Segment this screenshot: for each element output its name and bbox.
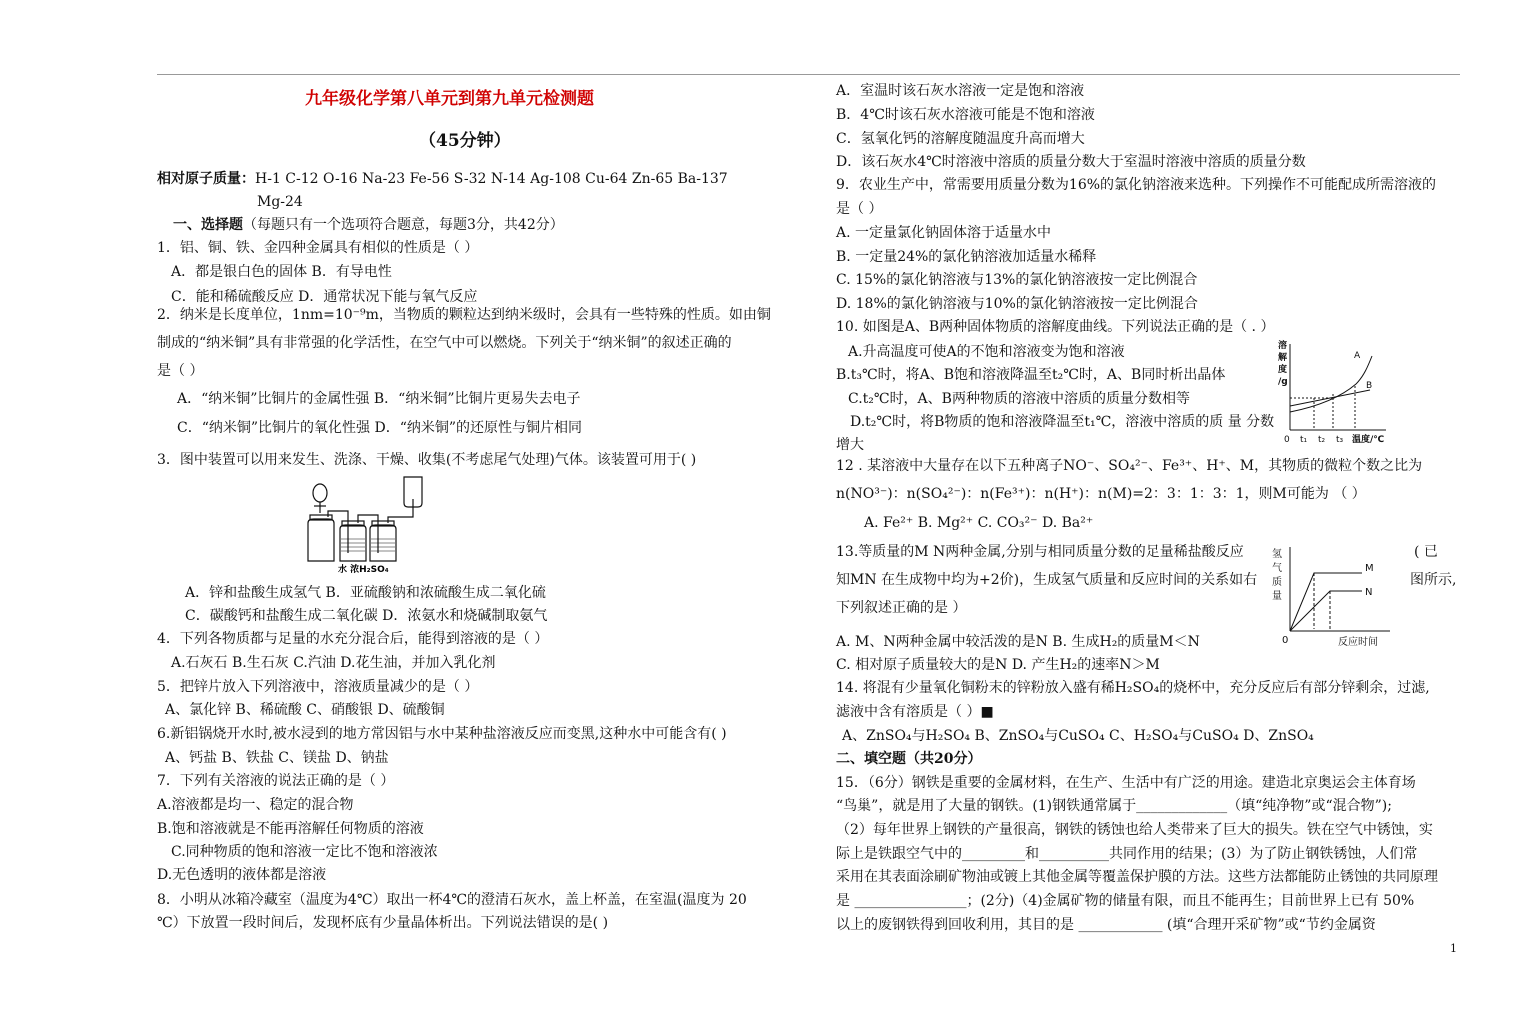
section-2-heading: 二、填空题（共20分） [836, 751, 982, 767]
hydrogen-mass-figure [1268, 543, 1398, 651]
option-line: A、氯化锌 B、稀硫酸 C、硝酸银 D、硫酸铜 [165, 702, 445, 718]
question-line: 15．（6分）钢铁是重要的金属材料，在生产、生活中有广泛的用途。建造北京奥运会主体育场 [836, 775, 1416, 791]
top-rule [157, 74, 1460, 75]
question-line: 际上是铁跟空气中的_________和__________共同作用的结果；(3）为了防止钢铁锈蚀，人们常 [836, 846, 1418, 862]
option-line: C.t₂℃时，A、B两种物质的溶液中溶质的质量分数相等 [848, 391, 1190, 407]
question-line: n(NO³⁻)：n(SO₄²⁻)：n(Fe³⁺)：n(H⁺)：n(M)=2：3：1：3：1，则M可能为 （ ） [836, 486, 1366, 502]
option-line: A．室温时该石灰水溶液一定是饱和溶液 [836, 83, 1085, 99]
option-line: A.升高温度可使A的不饱和溶液变为饱和溶液 [848, 344, 1125, 360]
apparatus-label: 水 浓H₂SO₄ [338, 565, 389, 575]
option-line: C. 相对原子质量较大的是N D. 产生H₂的速率N＞M [836, 657, 1160, 673]
question-line: 是（ ） [836, 201, 883, 217]
fig10-origin: 0 [1284, 435, 1290, 445]
atomic-mass-values: H-1 C-12 O-16 Na-23 Fe-56 S-32 N-14 Ag-108 Cu-64 Zn-65 Ba-137 [255, 171, 728, 187]
option-line: A．锌和盐酸生成氢气 B．亚硫酸钠和浓硫酸生成二氧化硫 [185, 585, 546, 601]
fig10-y-label: 解 [1278, 353, 1288, 363]
question-line: 图所示, [1410, 572, 1457, 588]
question-line: 1．铝、铜、铁、金四种金属具有相似的性质是（ ） [157, 240, 479, 256]
fig13-y-label: 气 [1272, 563, 1282, 574]
apparatus-figure [302, 473, 427, 575]
option-line: C．碳酸钙和盐酸生成二氧化碳 D．浓氨水和烧碱制取氨气 [185, 608, 548, 624]
option-line: C. 15%的氯化钠溶液与13%的氯化钠溶液按一定比例混合 [836, 272, 1198, 288]
option-line: A．都是银白色的固体 B．有导电性 [171, 264, 392, 280]
question-line: 12 . 某溶液中大量存在以下五种离子NO⁻、SO₄²⁻、Fe³⁺、H⁺、M，其物质的微粒个数之比为 [836, 458, 1423, 474]
fig13-y-label: 氢 [1272, 549, 1282, 560]
option-line: C．氢氧化钙的溶解度随温度升高而增大 [836, 131, 1085, 147]
question-line: 2．纳米是长度单位，1nm=10⁻⁹m，当物质的颗粒达到纳米级时，会具有一些特殊的性质。如由铜 [157, 307, 771, 323]
section-1-note: （每题只有一个选项符合题意，每题3分，共42分） [243, 217, 564, 233]
option-line: A、钙盐 B、铁盐 C、镁盐 D、钠盐 [165, 750, 389, 766]
fig10-x-label: 温度/℃ [1352, 435, 1385, 445]
question-line: 7．下列有关溶液的说法正确的是（ ） [157, 773, 395, 789]
question-line: 以上的废钢铁得到回收利用，其目的是 ____________ (填“合理开采矿物”或“节约金属资 [836, 917, 1376, 933]
question-line: 5．把锌片放入下列溶液中，溶液质量减少的是（ ） [157, 679, 479, 695]
fig13-y-label: 量 [1272, 591, 1282, 602]
fig10-curve-a-label: A [1354, 351, 1361, 361]
question-line: 是 ________________；(2分)（4)金属矿物的储量有限，而且不能再生；目前世界上已有 50% [836, 893, 1415, 909]
option-line: A．“纳米铜”比铜片的金属性强 B．“纳米铜”比铜片更易失去电子 [177, 391, 581, 407]
question-line: 9．农业生产中，常需要用质量分数为16%的氯化钠溶液来选种。下列操作不可能配成所需溶液的 [836, 177, 1437, 193]
section-1-heading [173, 216, 564, 234]
atomic-mass-line [157, 170, 728, 188]
fig10-y-label: 溶 [1278, 341, 1288, 351]
section-1-title: 一、选择题 [173, 217, 243, 233]
question-line: 13.等质量的M N两种金属,分别与相同质量分数的足量稀盐酸反应 [836, 544, 1244, 560]
question-line: ℃）下放置一段时间后，发现杯底有少量晶体析出。下列说法错误的是( ) [157, 915, 609, 931]
option-line: A. Fe²⁺ B. Mg²⁺ C. CO₃²⁻ D. Ba²⁺ [864, 515, 1094, 531]
option-line: C.同种物质的饱和溶液一定比不饱和溶液浓 [171, 844, 438, 860]
question-line: 是（ ） [157, 363, 204, 379]
page-title: 九年级化学第八单元到第九单元检测题 [305, 89, 594, 109]
option-line: D.t₂℃时，将B物质的饱和溶液降温至t₁℃，溶液中溶质的质 量 分数 [850, 414, 1275, 430]
question-line: “鸟巢”，就是用了大量的钢铁。(1)钢铁通常属于_____________（填“纯净物”或“混合物”); [836, 798, 1392, 814]
option-line: B．4℃时该石灰水溶液可能是不饱和溶液 [836, 107, 1095, 123]
fig13-x-label: 反应时间 [1338, 637, 1378, 648]
option-line: B.饱和溶液就是不能再溶解任何物质的溶液 [157, 821, 424, 837]
question-line: （2）每年世界上钢铁的产量很高，钢铁的锈蚀也给人类带来了巨大的损失。铁在空气中锈蚀，实 [836, 822, 1433, 838]
question-line: 14. 将混有少量氧化铜粉末的锌粉放入盛有稀H₂SO₄的烧杯中，充分反应后有部分锌剩余，过滤, [836, 680, 1430, 696]
option-line: C．“纳米铜”比铜片的氧化性强 D．“纳米铜”的还原性与铜片相同 [177, 420, 583, 436]
funnel-bulb [313, 484, 327, 502]
option-line: A、ZnSO₄与H₂SO₄ B、ZnSO₄与CuSO₄ C、H₂SO₄与CuSO₄ D、ZnSO₄ [842, 728, 1314, 744]
question-line: ( 已 [1414, 544, 1438, 560]
fig10-curve-b-label: B [1366, 381, 1373, 391]
question-line: 知MN 在生成物中均为+2价)，生成氢气质量和反应时间的关系如右 [836, 572, 1258, 588]
option-line: B.t₃℃时，将A、B饱和溶液降温至t₂℃时，A、B同时析出晶体 [836, 367, 1226, 383]
option-line: A. 一定量氯化钠固体溶于适量水中 [836, 225, 1052, 241]
option-line: A.石灰石 B.生石灰 C.汽油 D.花生油，并加入乳化剂 [171, 655, 496, 671]
question-line: 6.新铝锅烧开水时,被水浸到的地方常因铝与水中某种盐溶液反应而变黑,这种水中可能含有( ) [157, 726, 727, 742]
option-line: A. M、N两种金属中较活泼的是N B. 生成H₂的质量M＜N [836, 634, 1200, 650]
question-line: 制成的“纳米铜”具有非常强的化学活性，在空气中可以燃烧。下列关于“纳米铜”的叙述正确的 [157, 335, 732, 351]
option-line: C．能和稀硫酸反应 D．通常状况下能与氧气反应 [171, 289, 478, 305]
question-line: 下列叙述正确的是 ） [836, 600, 967, 616]
option-line: D. 18%的氯化钠溶液与10%的氯化钠溶液按一定比例混合 [836, 296, 1198, 312]
fig13-origin: 0 [1282, 635, 1289, 646]
option-line: A.溶液都是均一、稳定的混合物 [157, 797, 354, 813]
option-line: B. 一定量24%的氯化钠溶液加适量水稀释 [836, 249, 1097, 265]
option-line: D.无色透明的液体都是溶液 [157, 867, 327, 883]
question-line: 8．小明从冰箱冷藏室（温度为4℃）取出一杯4℃的澄清石灰水，盖上杯盖，在室温(温度为 20 [157, 892, 747, 908]
solubility-curve-figure [1280, 336, 1390, 448]
page-number: 1 [1450, 942, 1457, 955]
question-line: 滤液中含有溶质是（ ）■ [836, 704, 994, 720]
fig10-t1: t₁ [1300, 435, 1308, 445]
fig10-t3: t₃ [1336, 435, 1344, 445]
atomic-mass-label: 相对原子质量： [157, 171, 255, 187]
option-line: D．该石灰水4℃时溶液中溶质的质量分数大于室温时溶液中溶质的质量分数 [836, 154, 1306, 170]
fig13-curve-m-label: M [1365, 563, 1374, 574]
atomic-mass-values-2: Mg-24 [257, 194, 303, 210]
exam-duration: （45分钟） [419, 131, 511, 151]
option-line: 增大 [836, 437, 864, 453]
fig10-y-label: 度 [1278, 365, 1288, 375]
question-line: 3．图中装置可以用来发生、洗涤、干燥、收集(不考虑尾气处理)气体。该装置可用于( ) [157, 452, 697, 468]
fig13-y-label: 质 [1272, 577, 1282, 588]
fig10-t2: t₂ [1318, 435, 1326, 445]
question-line: 采用在其表面涂刷矿物油或镀上其他金属等覆盖保护膜的方法。这些方法都能防止锈蚀的共同原理 [836, 869, 1438, 885]
fig13-curve-n-label: N [1365, 587, 1373, 598]
question-line: 4．下列各物质都与足量的水充分混合后，能得到溶液的是（ ） [157, 631, 549, 647]
fig10-y-label: /g [1278, 377, 1288, 387]
question-line: 10. 如图是A、B两种固体物质的溶解度曲线。下列说法正确的是（ . ） [836, 319, 1275, 335]
